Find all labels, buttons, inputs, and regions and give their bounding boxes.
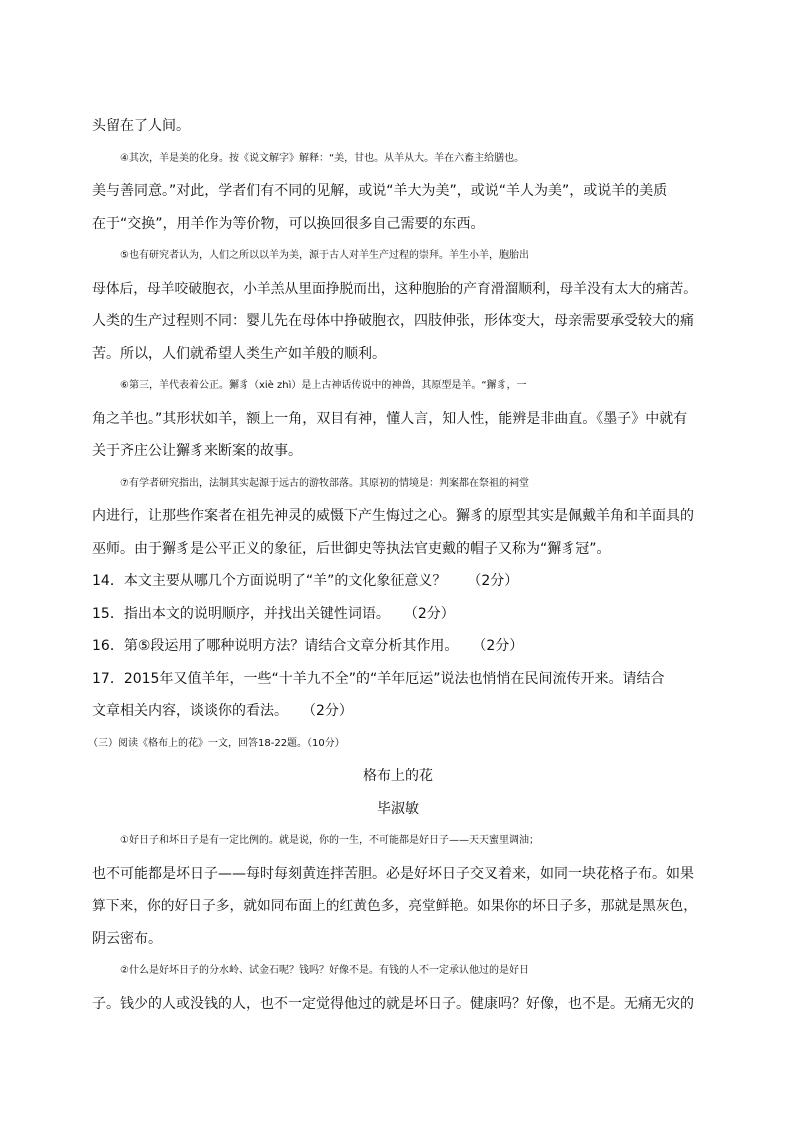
text-line: 15．指出本文的说明顺序，并找出关键性词语。 （2分） [92, 605, 455, 622]
text-line: 也不可能都是坏日子——每时每刻黄连拌苦胆。必是好坏日子交叉着来，如同一块花格子布。如果 [92, 865, 694, 882]
text-line: 内进行，让那些作案者在祖先神灵的威慑下产生悔过之心。獬豸的原型其实是佩戴羊角和羊面具的 [92, 508, 694, 524]
text-line: 关于齐庄公让獬豸来断案的故事。 [92, 443, 302, 459]
text-line: 苦。所以，人们就希望人类生产如羊般的顺利。 [92, 345, 386, 362]
heading-line: 格布上的花 [363, 768, 433, 784]
heading-line: 毕淑敏 [377, 800, 419, 817]
text-line: （三）阅读《格布上的花》一文，回答18-22题。（10分） [88, 737, 345, 749]
text-line: ⑤也有研究者认为，人们之所以以羊为美，源于古人对羊生产过程的崇拜。羊生小羊，胞胎出 [120, 250, 529, 261]
text-line: ④其次，羊是美的化身。按《说文解字》解释：“美，甘也。从羊从大。羊在六畜主给膳也。 [120, 152, 525, 164]
text-line: 算下来，你的好日子多，就如同布面上的红黄色多，亮堂鲜艳。如果你的坏日子多，那就是黑灰色， [92, 898, 698, 914]
text-line: 美与善同意。”对此，学者们有不同的见解，或说“羊大为美”，或说“羊人为美”，或说羊的美质 [92, 183, 668, 199]
text-line: 人类的生产过程则不同：婴儿先在母体中挣破胞衣，四肢伸张，形体变大，母亲需要承受较大的痛 [92, 313, 694, 329]
text-line: 头留在了人间。 [92, 118, 190, 134]
text-line: 母体后，母羊咬破胞衣，小羊羔从里面挣脱而出，这种胞胎的产育滑溜顺利，母羊没有太大的痛苦。 [92, 280, 698, 297]
text-line: 阴云密布。 [92, 930, 162, 947]
text-line: ⑦有学者研究指出，法制其实起源于远古的游牧部落。其原初的情境是：判案都在祭祖的祠堂 [120, 477, 529, 489]
text-line: 17．2015年又值羊年，一些“十羊九不全”的“羊年厄运”说法也悄悄在民间流传开来。请结合 [92, 670, 665, 687]
text-line: 在于“交换”，用羊作为等价物，可以换回很多自己需要的东西。 [92, 215, 485, 232]
text-line: 子。钱少的人或没钱的人，也不一定觉得他过的就是坏日子。健康吗？好像，也不是。无痛无灾的 [92, 995, 694, 1012]
text-line: 文章相关内容，谈谈你的看法。 （2分） [92, 703, 353, 719]
text-line: 角之羊也。”其形状如羊，额上一角，双目有神，懂人言，知人性，能辨是非曲直。《墨子》中就有 [92, 410, 688, 427]
text-line: 16．第⑤段运用了哪种说明方法？请结合文章分析其作用。 （2分） [92, 638, 524, 654]
text-line: ①好日子和坏日子是有一定比例的。就是说，你的一生，不可能都是好日子——天天蜜里调油； [120, 835, 539, 846]
text-line: ⑥第三，羊代表着公正。獬豸（xiè zhì）是上古神话传说中的神兽，其原型是羊。“獬豸，一 [120, 380, 527, 391]
text-line: 14．本文主要从哪几个方面说明了“羊”的文化象征意义？ （2分） [92, 573, 519, 589]
text-line: ②什么是好坏日子的分水岭、试金石呢？钱吗？好像不是。有钱的人不一定承认他过的是好日 [120, 965, 529, 976]
text-line: 巫师。由于獬豸是公平正义的象征，后世御史等执法官吏戴的帽子又称为“獬豸冠”。 [92, 540, 611, 557]
document-page [88, 110, 704, 1020]
